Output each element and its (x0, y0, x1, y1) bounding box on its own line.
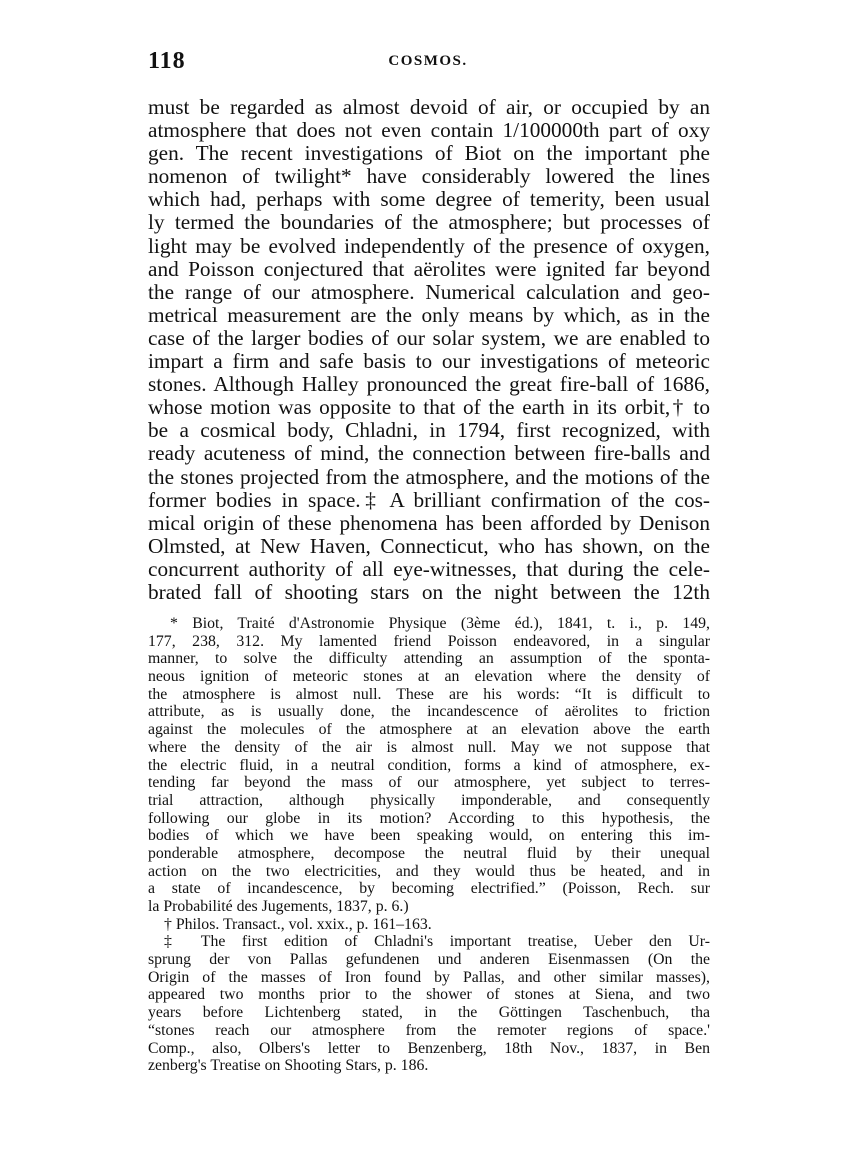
body-line: stones. Although Halley pronounced the great fire-ball of 1686, (148, 372, 710, 397)
footnote-line: la Probabilité des Jugements, 1837, p. 6.) (148, 898, 409, 915)
body-text (148, 96, 710, 604)
footnote-line: † Philos. Transact., vol. xxix., p. 161–163. (164, 915, 432, 933)
body-line: ready acuteness of mind, the connection between fire-balls and (148, 441, 710, 466)
footnote-line: following our globe in its motion? According to this hypothesis, the (148, 809, 710, 827)
body-line: brated fall of shooting stars on the night between the 12th (148, 579, 710, 604)
running-title: COSMOS. (388, 53, 468, 69)
footnote-line: tending far beyond the mass of our atmosphere, yet subject to terres- (148, 774, 710, 792)
footnote-line: against the molecules of the atmosphere at an elevation above the earth (148, 721, 710, 739)
footnote-line: Comp., also, Olbers's letter to Benzenberg, 18th Nov., 1837, in Ben (148, 1039, 710, 1057)
body-line: impart a firm and safe basis to our investigations of meteoric (148, 349, 710, 374)
body-line: nomenon of twilight* have considerably lowered the lines (148, 164, 710, 189)
body-line: gen. The recent investigations of Biot on the important phe (148, 141, 710, 166)
body-line: the stones projected from the atmosphere, and the motions of the (148, 464, 710, 489)
body-line: former bodies in space.‡ A brilliant confirmation of the cos- (148, 487, 710, 512)
body-line: Olmsted, at New Haven, Connecticut, who has shown, on the (148, 533, 710, 558)
footnote-line: trial attraction, although physically imponderable, and consequently (148, 791, 710, 809)
body-line: be a cosmical body, Chladni, in 1794, first recognized, with (148, 418, 710, 443)
footnote-line: a state of incandescence, by becoming electrified.” (Poisson, Rech. sur (148, 880, 710, 898)
footnote-line: bodies of which we have been speaking would, on entering this im- (148, 827, 710, 845)
footnote-line: zenberg's Treatise on Shooting Stars, p. 186. (148, 1057, 429, 1075)
body-line: metrical measurement are the only means by which, as in the (148, 302, 710, 327)
body-line: concurrent authority of all eye-witnesses, that during the cele- (148, 556, 710, 581)
body-line: mical origin of these phenomena has been afforded by Denison (148, 510, 710, 535)
page-number: 118 (148, 48, 186, 74)
footnote-line: manner, to solve the difficulty attending an assumption of the sponta- (148, 650, 710, 668)
body-line: light may be evolved independently of the presence of oxygen, (148, 233, 710, 258)
footnote-line: * Biot, Traité d'Astronomie Physique (3ème éd.), 1841, t. i., p. 149, (170, 615, 710, 632)
footnotes (148, 615, 710, 1075)
footnote-line: neous ignition of meteoric stones at an elevation where the density of (148, 668, 710, 686)
footnote-line: appeared two months prior to the shower of stones at Siena, and two (148, 986, 710, 1004)
body-line: case of the larger bodies of our solar system, we are enabled to (148, 325, 710, 350)
running-head (148, 48, 708, 82)
footnote-line: ponderable atmosphere, decompose the neutral fluid by their unequal (148, 844, 710, 862)
body-line: atmosphere that does not even contain 1/100000th part of oxy (148, 118, 710, 143)
body-line: ly termed the boundaries of the atmosphere; but processes of (148, 210, 710, 235)
footnote-line: where the density of the air is almost null. May we not suppose that (148, 738, 710, 756)
footnote-line: attribute, as is usually done, the incandescence of aërolites to friction (148, 703, 710, 721)
footnote-line: sprung der von Pallas gefundenen und anderen Eisenmassen (On the (148, 951, 710, 969)
footnote-line: Origin of the masses of Iron found by Pallas, and other similar masses), (148, 968, 710, 986)
footnote-line: the atmosphere is almost null. These are his words: “It is difficult to (148, 685, 710, 703)
body-line: the range of our atmosphere. Numerical calculation and geo- (148, 279, 710, 304)
footnote-line: ‡ The first edition of Chladni's important treatise, Ueber den Ur- (164, 933, 710, 951)
footnote-line: years before Lichtenberg stated, in the Göttingen Taschenbuch, tha (148, 1004, 710, 1022)
footnote-line: the electric fluid, in a neutral condition, forms a kind of atmosphere, ex- (148, 756, 710, 774)
body-line: whose motion was opposite to that of the earth in its orbit,† to (148, 395, 710, 420)
body-line: must be regarded as almost devoid of air, or occupied by an (148, 95, 710, 119)
footnote-line: action on the two electricities, and they would thus be heated, and in (148, 862, 710, 880)
footnote-line: “stones reach our atmosphere from the remoter regions of space.' (148, 1021, 710, 1039)
footnote-line: 177, 238, 312. My lamented friend Poisson endeavored, in a singular (148, 632, 710, 650)
body-line: which had, perhaps with some degree of temerity, been usual (148, 187, 710, 212)
body-line: and Poisson conjectured that aërolites were ignited far beyond (148, 256, 710, 281)
